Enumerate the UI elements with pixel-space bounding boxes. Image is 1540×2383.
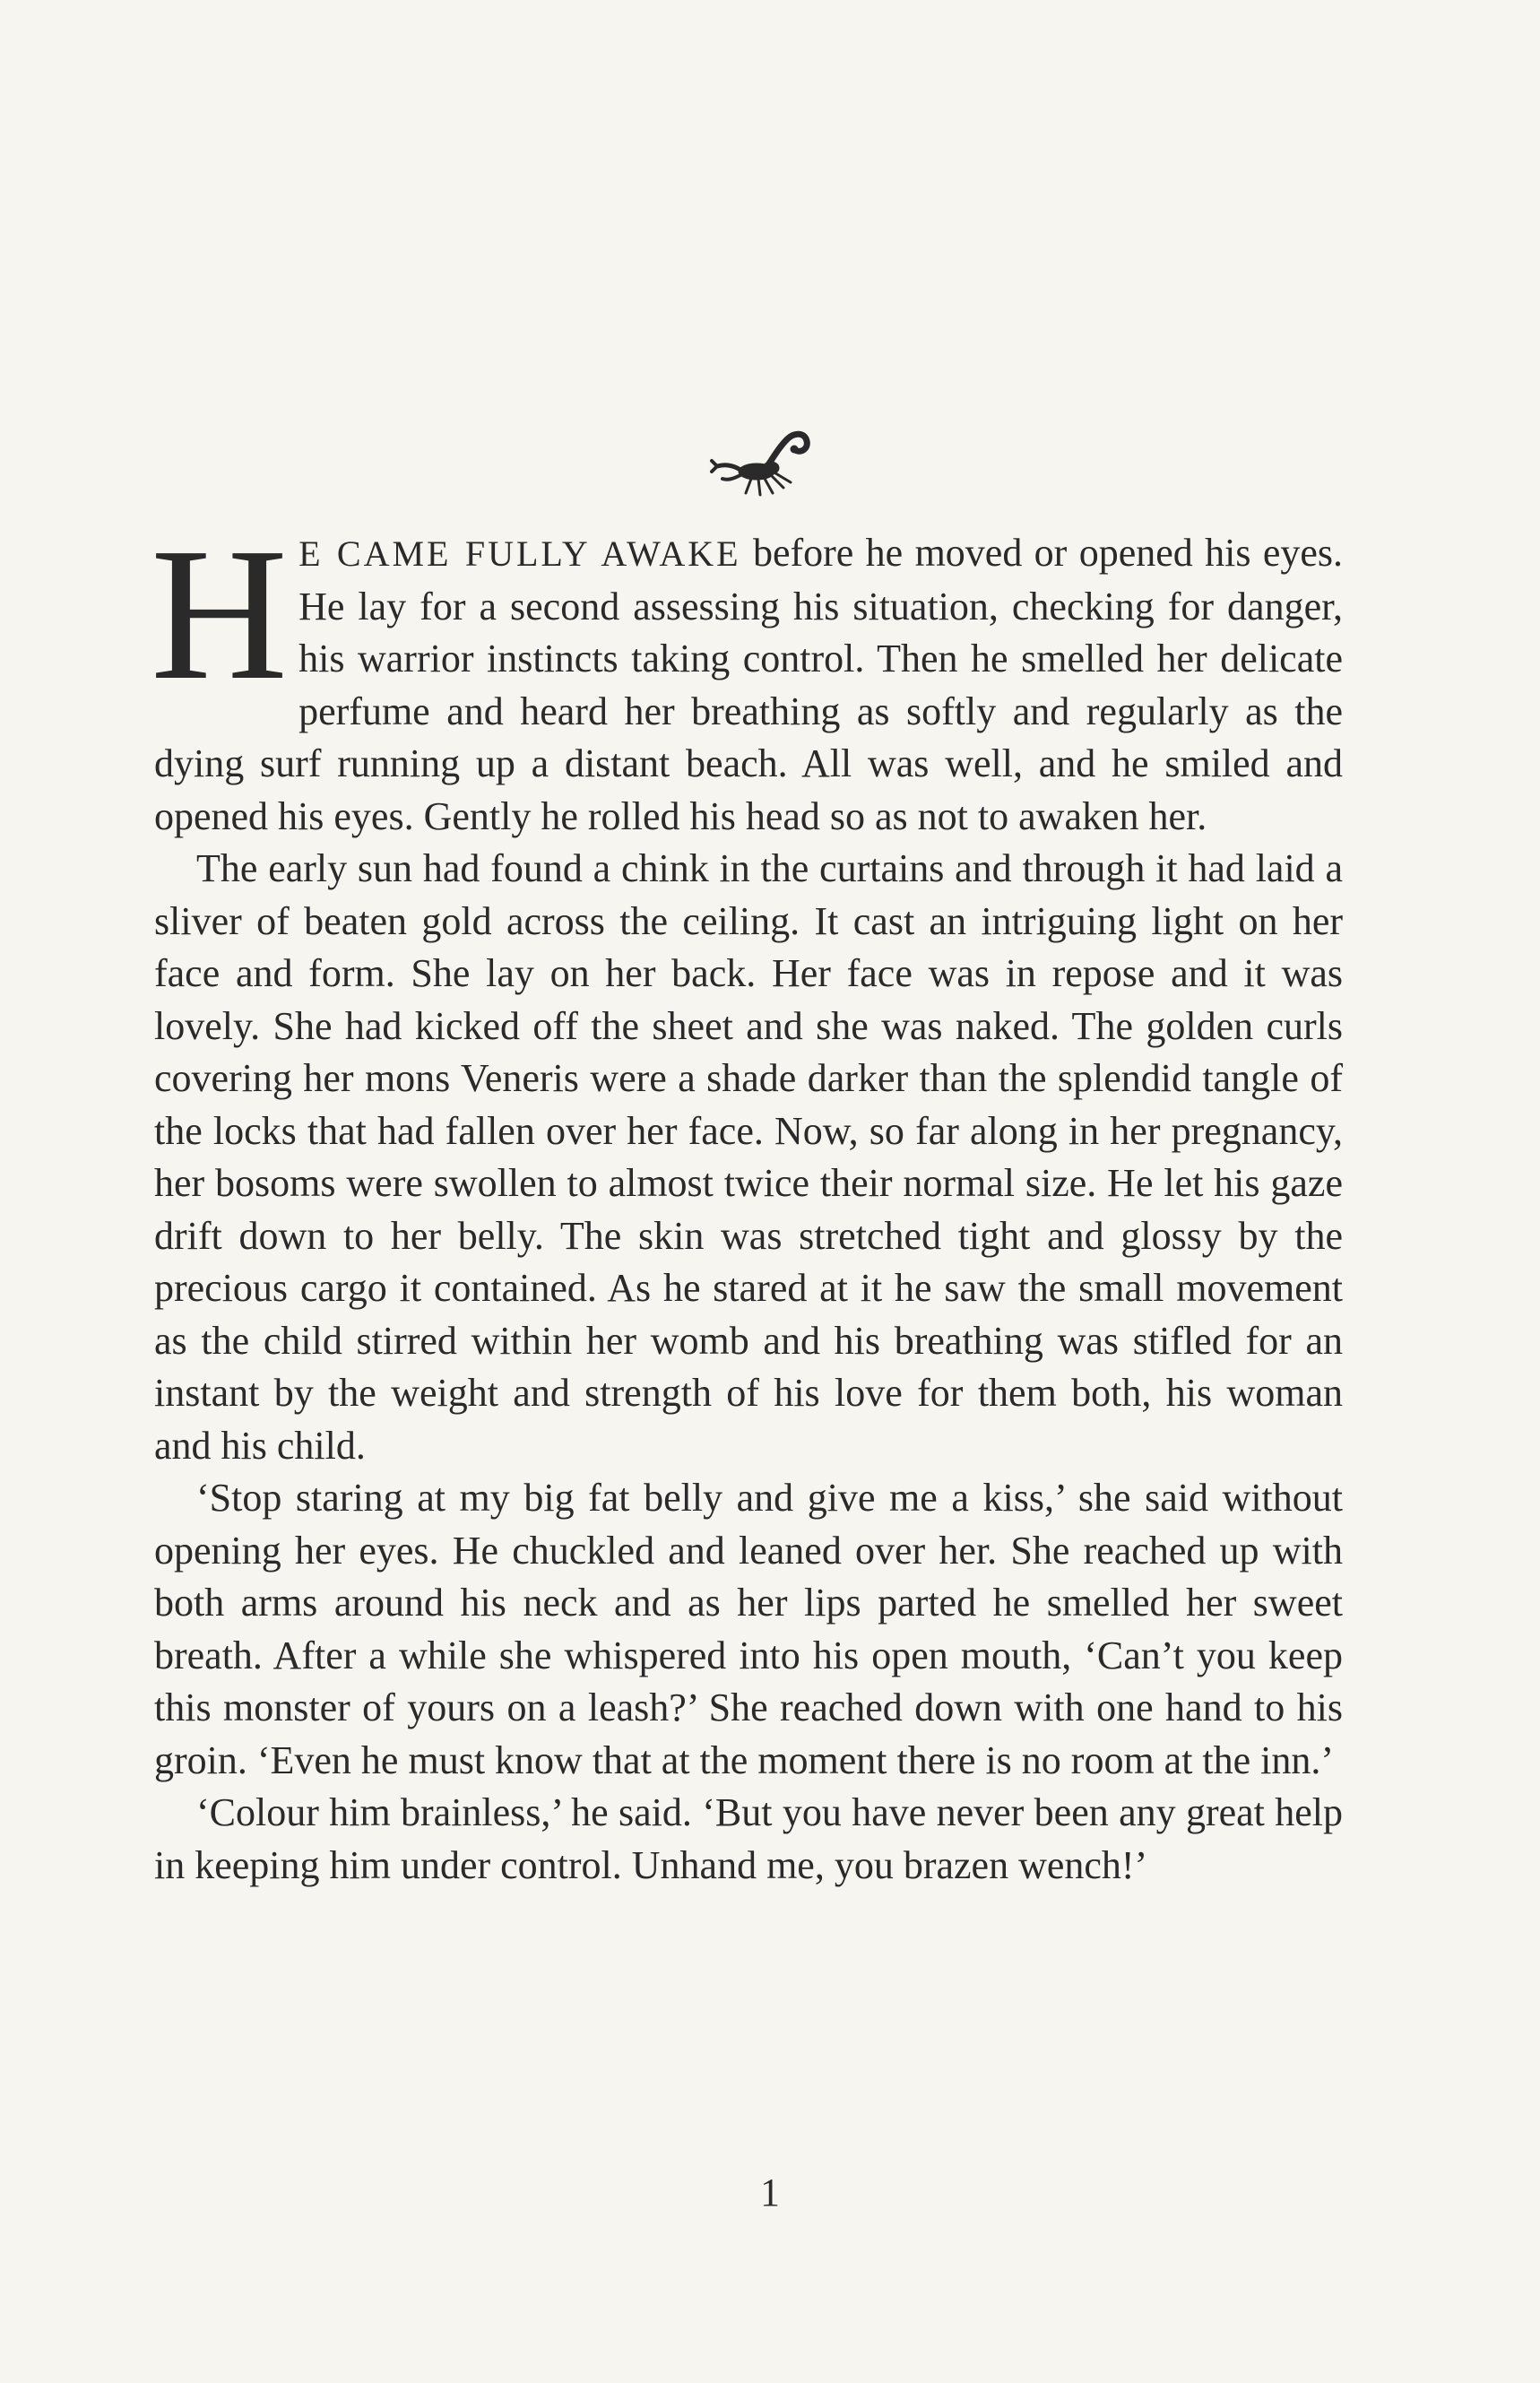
paragraph: ‘Stop staring at my big fat belly and give me a kiss,’ she said without opening her eyes. He chuckled and leaned over her. She reached up with both arms around his neck and as her lips parted he smelled her sweet breath. After a while she whispered into his open mouth, ‘Can’t you keep this monster of yours on a leash?’ She reached down with one hand to his groin. ‘Even he must know that at the moment there is no room at the inn.’ <box>154 1476 1343 1782</box>
lead-in-caps: E CAME FULLY AWAKE <box>298 533 741 574</box>
body-text <box>151 508 1343 1892</box>
opening-paragraph-text: before he moved or opened his eyes. He lay for a second assessing his situation, checking for danger, his warrior instincts taking control. Then he smelled her delicate perfume and heard her breathing as softly and regularly as the dying surf running up a distant beach. All was well, and he smiled and opened his eyes. Gently he rolled his head so as not to awaken her. <box>154 531 1343 838</box>
page-number: 1 <box>760 2171 780 2214</box>
paragraph: ‘Colour him brainless,’ he said. ‘But you have never been any great help in keeping him under control. Unhand me, you brazen wench!’ <box>154 1790 1343 1887</box>
paragraph: The early sun had found a chink in the curtains and through it had laid a sliver of beaten gold across the ceiling. It cast an intriguing light on her face and form. She lay on her back. Her face was in repose and it was lovely. She had kicked off the sheet and she was naked. The golden curls covering her mons Veneris were a shade darker than the splendid tangle of the locks that had fallen over her face. Now, so far along in her pregnancy, her bosoms were swollen to almost twice their normal size. He let his gaze drift down to her belly. The skin was stretched tight and glossy by the precious cargo it contained. As he stared at it he saw the small movement as the child stirred within her womb and his breathing was stifled for an instant by the weight and strength of his love for them both, his woman and his child. <box>154 846 1343 1468</box>
opening-paragraph <box>151 508 1343 843</box>
drop-cap: H <box>151 508 289 719</box>
scorpion-icon <box>705 420 830 509</box>
